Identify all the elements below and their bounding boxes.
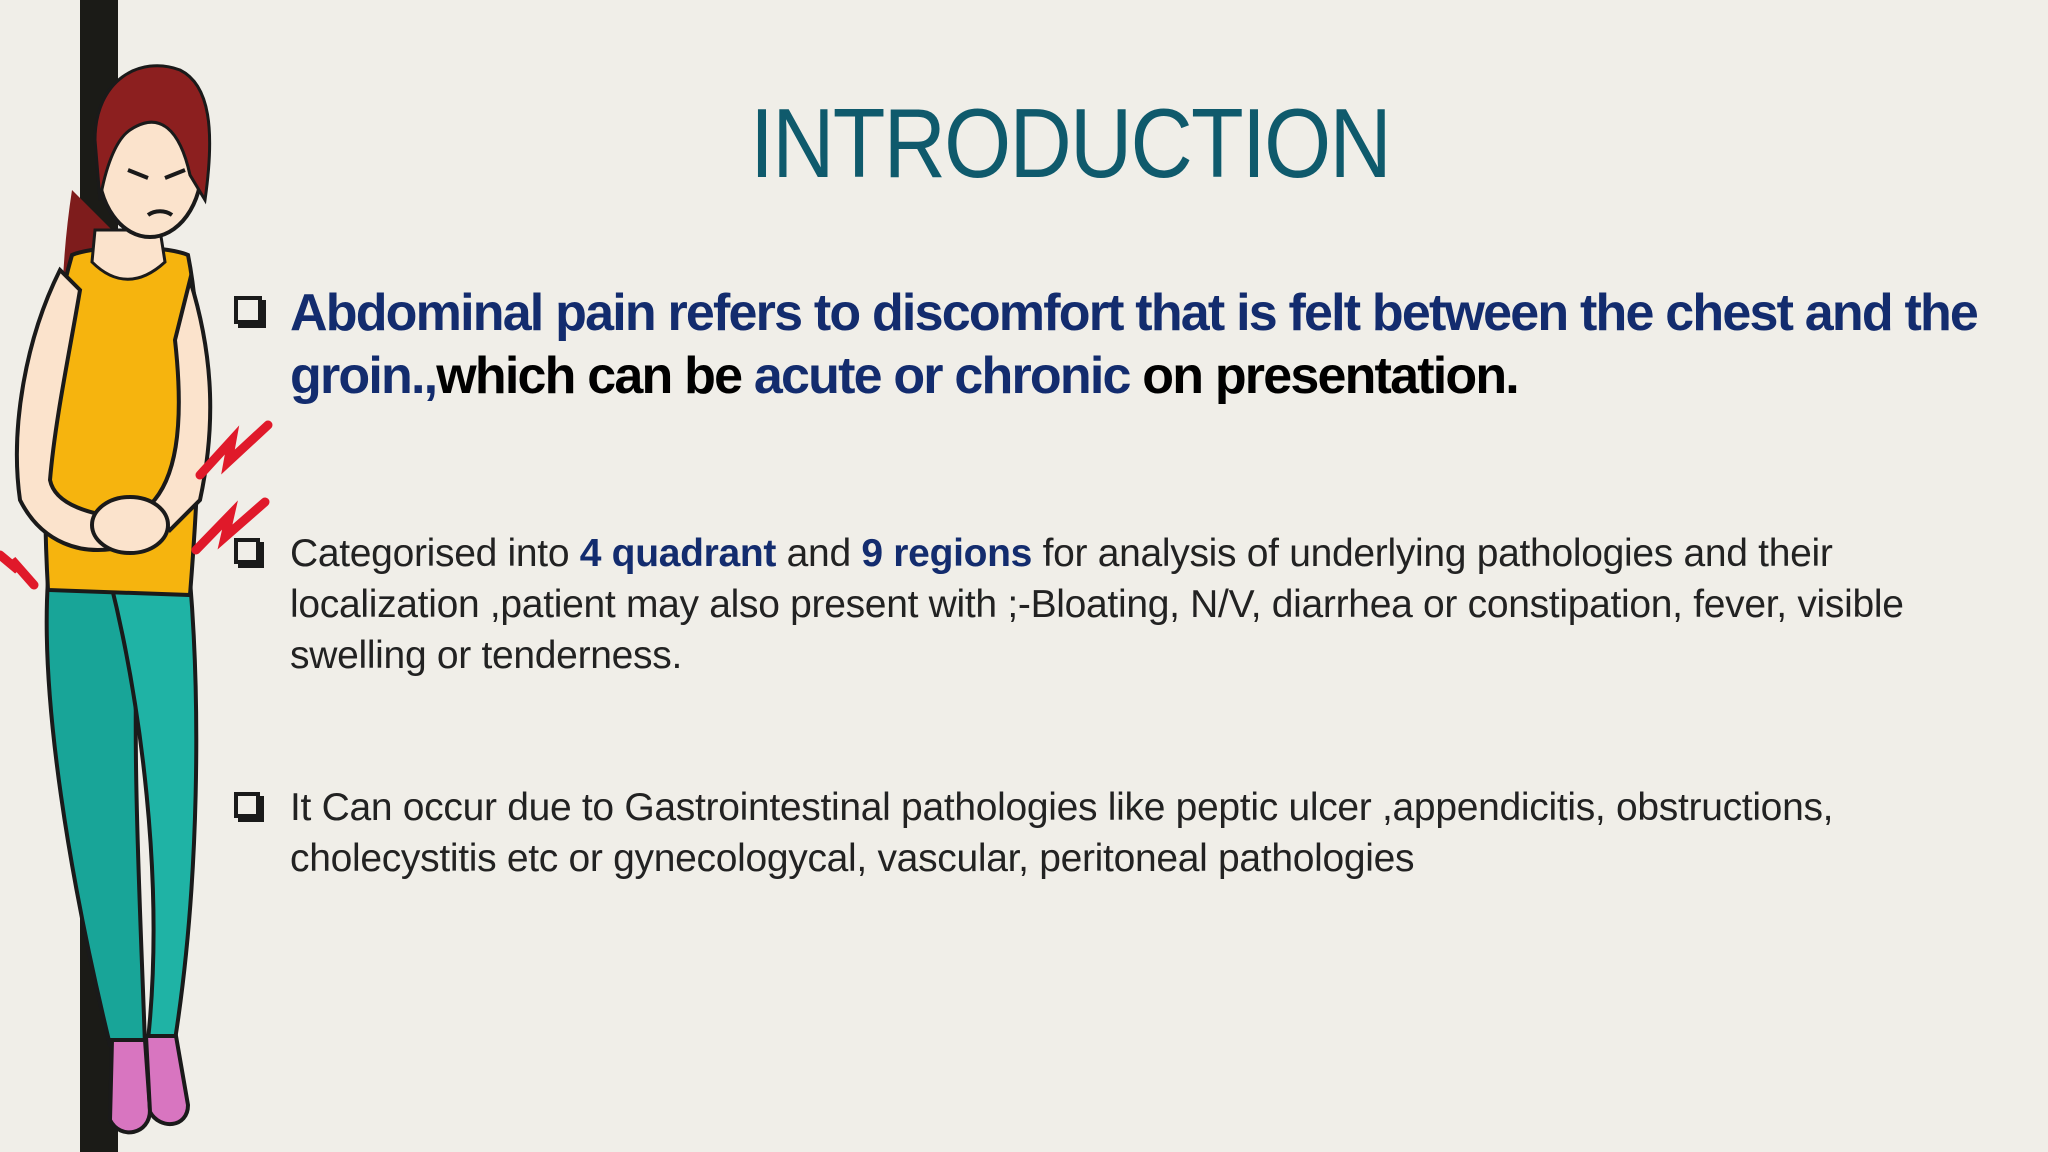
bullet-categorisation	[228, 528, 2028, 681]
slide-title: INTRODUCTION	[749, 88, 1391, 198]
definition-text: which can be	[436, 347, 754, 405]
checkbox-icon	[234, 296, 262, 324]
checkbox-icon	[234, 538, 260, 564]
checkbox-icon	[234, 792, 260, 818]
acute-chronic-text: acute or chronic	[753, 347, 1130, 405]
categorisation-text: Categorised into	[290, 532, 580, 575]
bullet-definition	[228, 282, 2028, 408]
regions-text: 9 regions	[861, 532, 1033, 575]
categorisation-text: and	[776, 532, 862, 575]
bullet-causes	[228, 782, 2028, 884]
categorisation-text: for analysis of underlying pathologies and their localization ,patient may also present with ;-Bloating, N/V, diarrhea or constipation, fever, visible swelling or tenderness.	[290, 532, 1904, 677]
bullet-list	[228, 282, 2028, 884]
definition-text: Abdominal pain refers to discomfort that is felt between the chest and the groin.,	[290, 284, 1978, 405]
definition-text: on presentation.	[1129, 347, 1518, 405]
causes-text: It Can occur due to Gastrointestinal pathologies like peptic ulcer ,appendicitis, obstructions, cholecystitis etc or gynecologycal, vascular, peritoneal pathologies	[290, 786, 1834, 880]
quadrant-text: 4 quadrant	[579, 532, 777, 575]
